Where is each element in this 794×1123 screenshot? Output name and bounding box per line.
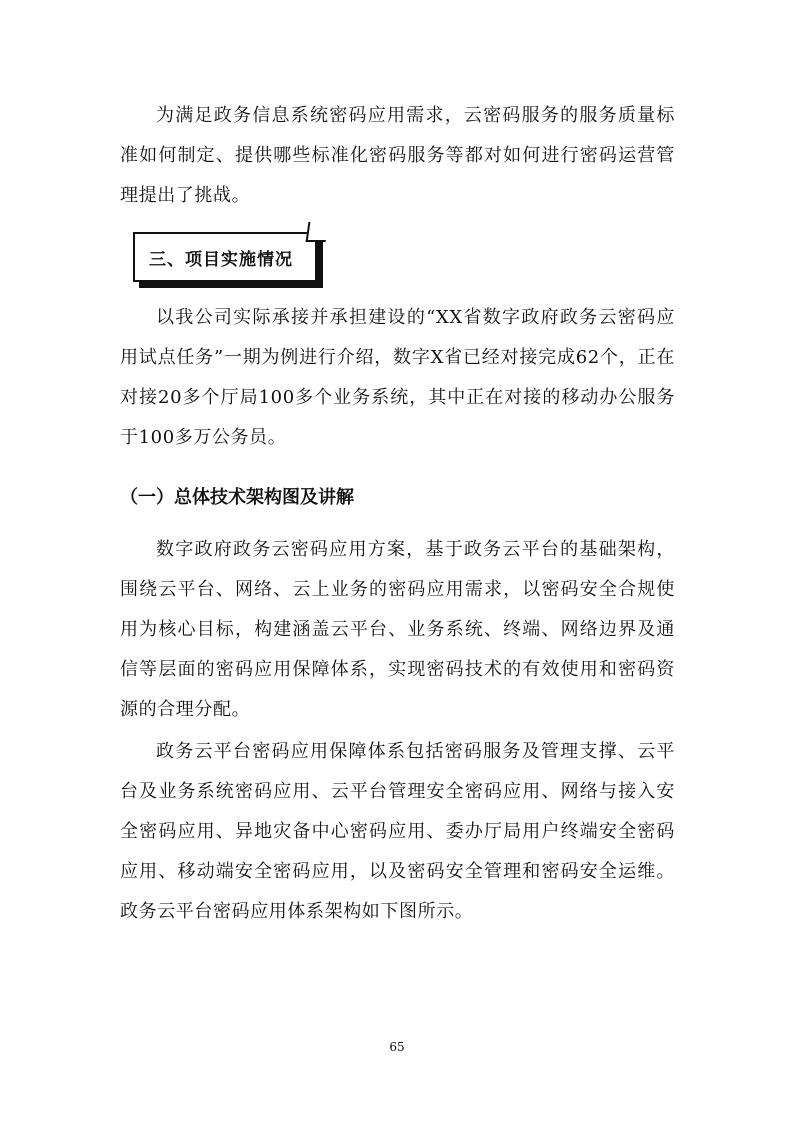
paragraph-project-intro: 以我公司实际承接并承担建设的“XX省数字政府政务云密码应用试点任务”一期为例进行介绍，数字X省已经对接完成62个，正在对接20多个厅局100多个业务系统，其中正在对接的移动办公服务于100多万公务员。 [120,307,675,448]
paragraph-solution-overview: 数字政府政务云密码应用方案，基于政务云平台的基础架构，围绕云平台、网络、云上业务的密码应用需求，以密码安全合规使用为核心目标，构建涵盖云平台、业务系统、终端、网络边界及通信等层面的密码应用保障体系，实现密码技术的有效使用和密码资源的合理分配。 [120,539,675,720]
paragraph-challenge: 为满足政务信息系统密码应用需求，云密码服务的服务质量标准如何制定、提供哪些标准化密码服务等都对如何进行密码运营管理提出了挑战。 [120,105,675,206]
page-number: 65 [389,1040,405,1054]
section-box-corner-decoration [306,222,329,242]
subheading-architecture: （一）总体技术架构图及讲解 [120,487,354,508]
paragraph-assurance-system: 政务云平台密码应用保障体系包括密码服务及管理支撑、云平台及业务系统密码应用、云平台管理安全密码应用、网络与接入安全密码应用、异地灾备中心密码应用、委办厅局用户终端安全密码应用、移动端安全密码应用，以及密码安全管理和密码安全运维。政务云平台密码应用体系架构如下图所示。 [120,741,675,922]
section-title: 三、项目实施情况 [149,249,293,270]
section-title-box [133,232,317,282]
